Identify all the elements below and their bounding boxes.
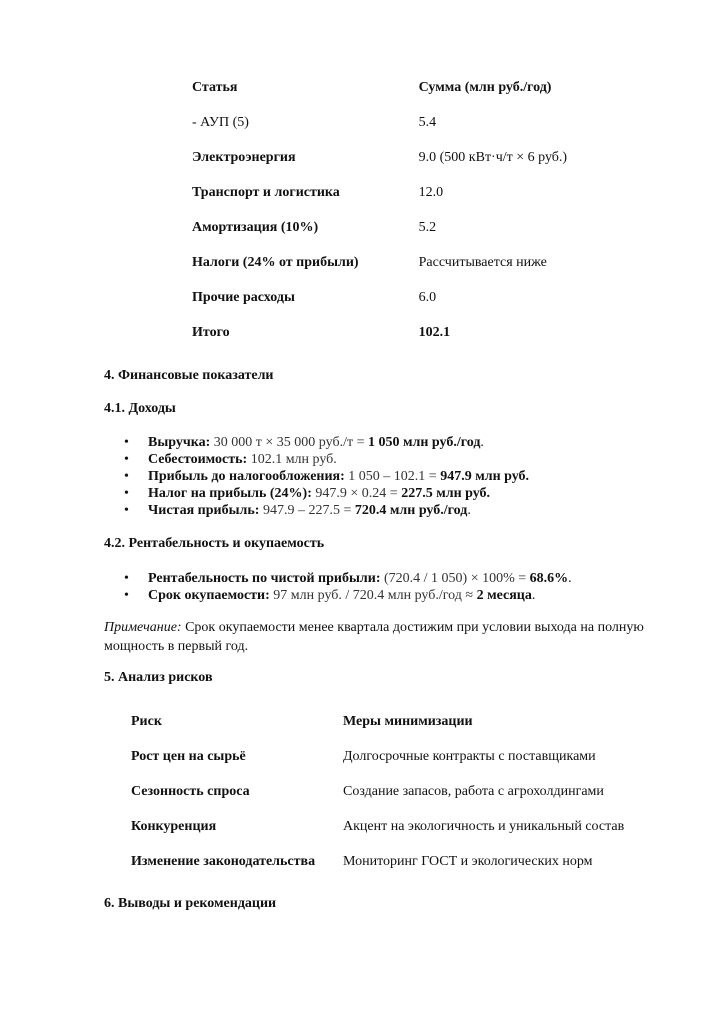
item-text: 947.9 × 0.24 =: [311, 486, 402, 501]
item-tail: .: [568, 571, 572, 586]
table-row: [125, 739, 669, 774]
section-5-heading: 5. Анализ рисков: [104, 670, 213, 685]
note-label: Примечание:: [104, 620, 182, 635]
table-row: [125, 809, 669, 844]
table-row: [125, 774, 669, 809]
item-text: 1 050 – 102.1 =: [344, 469, 441, 484]
item-label: Рентабельность по чистой прибыли:: [148, 571, 381, 586]
table-header-row: [125, 704, 669, 739]
item-tail: .: [467, 503, 471, 518]
item-result: 947.9 млн руб.: [440, 469, 530, 484]
section-4-heading: 4. Финансовые показатели: [104, 368, 274, 383]
cost-row-value: 12.0: [418, 184, 444, 200]
cost-row-value: 5.2: [418, 219, 437, 235]
risk-measure: Мониторинг ГОСТ и экологических норм: [343, 853, 593, 869]
risk-name: Изменение законодательства: [131, 853, 316, 869]
item-text: 97 млн руб. / 720.4 млн руб./год ≈: [269, 588, 477, 603]
cost-header-amount: Сумма (млн руб./год): [418, 79, 552, 95]
table-row: [186, 245, 724, 280]
cost-row-label: Прочие расходы: [192, 289, 295, 305]
table-row: [186, 210, 724, 245]
table-total-row: [186, 315, 724, 350]
item-result: 720.4 млн руб./год: [354, 503, 468, 518]
table-row: [186, 140, 724, 175]
cost-total-value: 102.1: [418, 324, 451, 340]
cost-table: [186, 70, 724, 350]
item-text: 30 000 т × 35 000 руб./т =: [210, 435, 368, 450]
cost-row-label: Налоги (24% от прибыли): [192, 254, 359, 270]
item-text: 947.9 – 227.5 =: [259, 503, 355, 518]
risk-table: [125, 704, 669, 879]
table-header-row: [186, 70, 724, 105]
item-label: Прибыль до налогообложения:: [148, 469, 345, 484]
cost-row-value: Рассчитывается ниже: [418, 254, 547, 270]
cost-header-item: Статья: [192, 79, 238, 95]
risk-measure: Создание запасов, работа с агрохолдингами: [343, 783, 604, 799]
list-item: [104, 502, 664, 519]
item-tail: .: [480, 435, 484, 450]
cost-row-label: Электроэнергия: [192, 149, 296, 165]
item-label: Срок окупаемости:: [148, 588, 270, 603]
list-item: [104, 434, 664, 451]
note-paragraph: [104, 618, 684, 656]
item-result: 227.5 млн руб.: [401, 486, 491, 501]
item-text: (720.4 / 1 050) × 100% =: [380, 571, 530, 586]
risk-header: Риск: [131, 713, 162, 729]
risk-measure: Акцент на экологичность и уникальный состав: [343, 818, 625, 834]
item-label: Налог на прибыль (24%):: [148, 486, 312, 501]
income-list: [104, 434, 664, 519]
list-item: [104, 451, 664, 468]
cost-row-value: 6.0: [418, 289, 437, 305]
list-item: [104, 468, 664, 485]
item-result: 68.6%: [529, 571, 569, 586]
note-text: Срок окупаемости менее квартала достижим при условии выхода на полную мощность в первый год.: [104, 620, 644, 654]
risk-name: Рост цен на сырьё: [131, 748, 246, 764]
measures-header: Меры минимизации: [343, 713, 473, 729]
cost-row-label: - АУП (5): [192, 114, 249, 130]
list-item: [104, 485, 664, 502]
list-item: [104, 587, 664, 604]
risk-name: Сезонность спроса: [131, 783, 250, 799]
risk-measure: Долгосрочные контракты с поставщиками: [343, 748, 596, 764]
item-label: Чистая прибыль:: [148, 503, 260, 518]
risk-name: Конкуренция: [131, 818, 217, 834]
item-tail: .: [531, 588, 536, 603]
profitability-list: [104, 570, 664, 604]
section-4-1-heading: 4.1. Доходы: [104, 401, 176, 416]
cost-row-value: 5.4: [418, 114, 437, 130]
item-text: 102.1 млн руб.: [247, 452, 337, 467]
item-label: Выручка:: [148, 435, 211, 450]
table-row: [125, 844, 669, 879]
section-6-heading: 6. Выводы и рекомендации: [104, 896, 277, 911]
cost-row-label: Амортизация (10%): [192, 219, 319, 235]
item-result: 1 050 млн руб./год: [367, 435, 481, 450]
section-4-2-heading: 4.2. Рентабельность и окупаемость: [104, 536, 325, 551]
cost-row-value: 9.0 (500 кВт·ч/т × 6 руб.): [418, 149, 568, 165]
item-result: 2 месяца: [476, 588, 532, 603]
table-row: [186, 175, 724, 210]
table-row: [186, 105, 724, 140]
table-row: [186, 280, 724, 315]
item-label: Себестоимость:: [148, 452, 248, 467]
cost-total-label: Итого: [192, 324, 230, 340]
cost-row-label: Транспорт и логистика: [192, 184, 340, 200]
list-item: [104, 570, 664, 587]
